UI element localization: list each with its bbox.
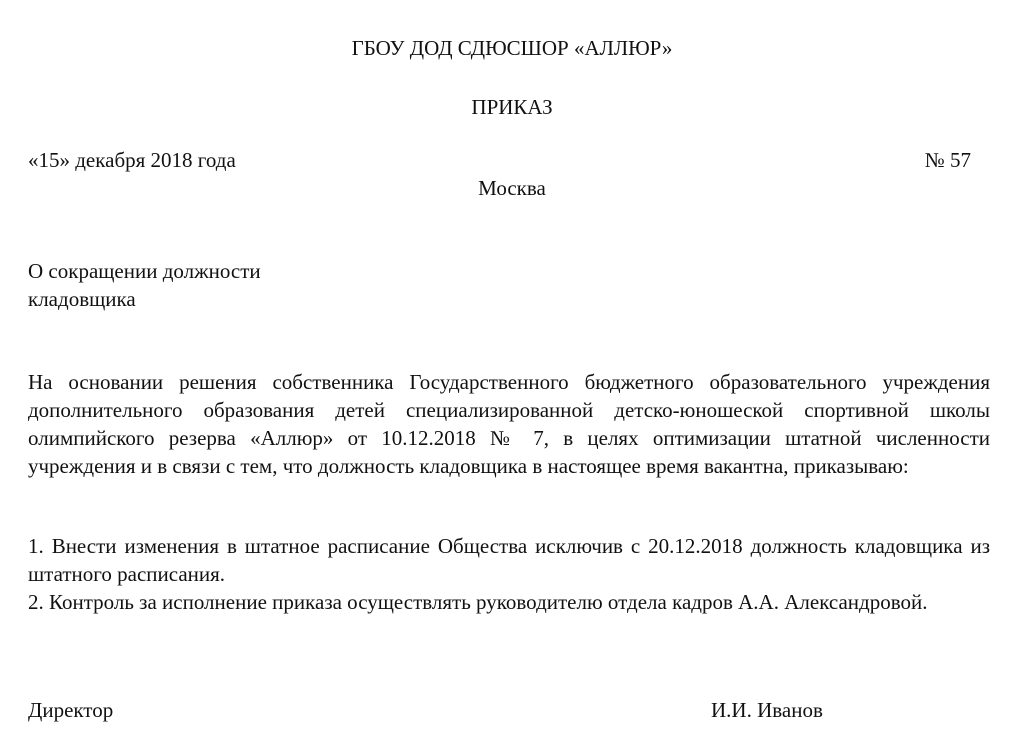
order-item-1: 1. Внести изменения в штатное расписание Общества исключив с 20.12.2018 должность кладовщика из штатного расписания. bbox=[28, 534, 990, 586]
order-items-list bbox=[28, 532, 990, 616]
subject-line-1: О сокращении должности bbox=[28, 259, 261, 283]
document-city: Москва bbox=[478, 176, 546, 200]
signatory-name: И.И. Иванов bbox=[711, 698, 823, 722]
order-basis-paragraph: На основании решения собственника Государственного бюджетного образовательного учреждения дополнительного образования детей специализированной детско-юношеской спортивной школы олимпийского резерва «Аллюр» от 10.12.2018 № 7, в целях оптимизации штатной численности учреждения и в связи с тем, что должность кладовщика в настоящее время вакантна, приказываю: bbox=[28, 370, 990, 478]
document-type-title: ПРИКАЗ bbox=[471, 95, 553, 119]
organization-name: ГБОУ ДОД СДЮСШОР «АЛЛЮР» bbox=[351, 36, 673, 60]
document-date: «15» декабря 2018 года bbox=[28, 148, 236, 172]
order-subject bbox=[28, 257, 261, 313]
subject-line-2: кладовщика bbox=[28, 287, 136, 311]
order-item-2: 2. Контроль за исполнение приказа осуществлять руководителю отдела кадров А.А. Александровой. bbox=[28, 590, 928, 614]
signatory-role: Директор bbox=[28, 698, 114, 722]
document-number: № 57 bbox=[924, 148, 971, 172]
